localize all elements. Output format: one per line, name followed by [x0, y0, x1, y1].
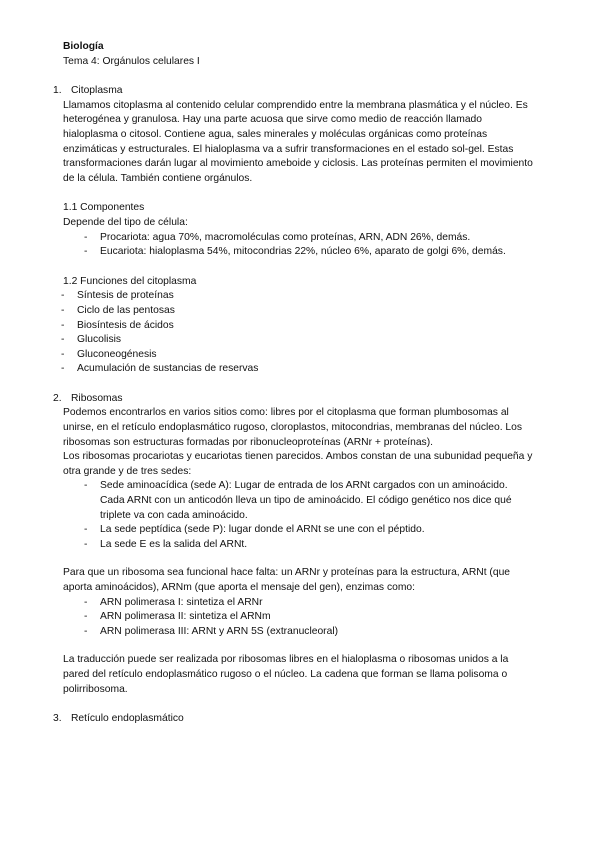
- list-item: [63, 362, 533, 377]
- dash-bullet: -: [61, 348, 65, 360]
- dash-bullet: -: [84, 246, 88, 258]
- list-item-text: Procariota: agua 70%, macromoléculas como proteínas, ARN, ADN 26%, demás.: [100, 231, 471, 243]
- list-item-text: La sede E es la salida del ARNt.: [100, 538, 248, 550]
- list-item: [63, 610, 533, 625]
- list-item: [63, 523, 533, 538]
- list-item-text: ARN polimerasa III: ARNt y ARN 5S (extranucleoral): [100, 625, 339, 637]
- list-item-text: Síntesis de proteínas: [77, 290, 174, 302]
- list-item-text: ARN polimerasa II: sintetiza el ARNm: [100, 611, 271, 623]
- section-heading: Citoplasma: [71, 85, 123, 97]
- list-item: [63, 289, 533, 304]
- list-item: [63, 596, 533, 611]
- dash-bullet: -: [84, 231, 88, 243]
- list-item: [63, 231, 533, 246]
- dash-bullet: -: [84, 611, 88, 623]
- document-page: [53, 40, 533, 727]
- list-item-text: Eucariota: hialoplasma 54%, mitocondrias 22%, núcleo 6%, aparato de golgi 6%, demás.: [100, 246, 506, 258]
- dash-bullet: -: [61, 304, 65, 316]
- subject-title: Biología: [63, 41, 104, 52]
- dash-bullet: -: [84, 625, 88, 637]
- list-item: [63, 304, 533, 319]
- citoplasma-paragraph: Llamamos citoplasma al contenido celular comprendido entre la membrana plasmática y el núcleo. Es heterogénea y granulosa. Hay una parte acuosa que sirve como medio de reacción llamado hialoplasma o citosol. Contiene agua, sales minerales y moléculas orgánicas como proteínas enzimáticas y estructurales. El hialoplasma va a sufrir transformaciones en el estado sol-gel. Estas transformaciones darán lugar al movimiento ameboide y ciclosis. Las proteínas permiten el movimiento de la célula. También contiene orgánulos.: [63, 99, 533, 184]
- list-item-text: Glucolisis: [77, 334, 122, 346]
- list-item-text: Biosíntesis de ácidos: [77, 319, 174, 331]
- topic-subtitle: Tema 4: Orgánulos celulares I: [63, 55, 200, 67]
- dash-bullet: -: [84, 538, 88, 550]
- list-item: [63, 348, 533, 363]
- ribosomas-paragraph-4: La traducción puede ser realizada por ribosomas libres en el hialoplasma o ribosomas unidos a la pared del retículo endoplasmático rugoso o el núcleo. La cadena que forman se llama polisoma o polirribosoma.: [63, 654, 509, 695]
- ribosomas-paragraph-2: Los ribosomas procariotas y eucariotas tienen parecidos. Ambos constan de una subunidad pequeña y otra grande y de tres sedes:: [63, 451, 533, 477]
- list-item-text: La sede peptídica (sede P): lugar donde el ARNt se une con el péptido.: [100, 524, 425, 536]
- section-heading: Retículo endoplasmático: [71, 713, 184, 725]
- ribosomas-paragraph-1: Podemos encontrarlos en varios sitios como: libres por el citoplasma que forman plumbosomas al unirse, en el retículo endoplasmático rugoso, cloroplastos, mitocondrias, membranas del núcleo. Los ribosomas son estructuras formadas por ribonucleoproteínas (ARNr + proteínas).: [63, 407, 523, 448]
- section-number: 1.: [53, 85, 62, 97]
- section-heading: Ribosomas: [71, 392, 123, 404]
- dash-bullet: -: [61, 319, 65, 331]
- ribosomas-paragraph-3: Para que un ribosoma sea funcional hace falta: un ARNr y proteínas para la estructura, ARNt (que aporta aminoácidos), ARNm (que aporta el mensaje del gen), enzimas como:: [63, 567, 511, 593]
- dash-bullet: -: [84, 596, 88, 608]
- list-item: [63, 479, 533, 523]
- list-item-text: Ciclo de las pentosas: [77, 304, 175, 316]
- list-item: [63, 245, 533, 260]
- componentes-intro: Depende del tipo de célula:: [63, 216, 188, 228]
- list-item: [63, 319, 533, 334]
- list-item: [63, 333, 533, 348]
- dash-bullet: -: [61, 334, 65, 346]
- section-citoplasma: [53, 84, 533, 99]
- dash-bullet: -: [84, 480, 88, 492]
- dash-bullet: -: [84, 524, 88, 536]
- dash-bullet: -: [61, 363, 65, 375]
- list-item: [63, 538, 533, 553]
- list-item-text: ARN polimerasa I: sintetiza el ARNr: [100, 596, 263, 608]
- dash-bullet: -: [61, 290, 65, 302]
- list-item: [63, 625, 533, 640]
- list-item-text: Gluconeogénesis: [77, 348, 157, 360]
- section-ribosomas: [53, 392, 533, 407]
- list-item-text: Acumulación de sustancias de reservas: [77, 363, 259, 375]
- section-reticulo: [53, 712, 533, 727]
- section-number: 2.: [53, 392, 62, 404]
- subsection-heading-componentes: 1.1 Componentes: [63, 202, 145, 214]
- subsection-heading-funciones: 1.2 Funciones del citoplasma: [63, 275, 197, 287]
- section-number: 3.: [53, 713, 62, 725]
- list-item-text: Sede aminoacídica (sede A): Lugar de entrada de los ARNt cargados con un aminoácido. Cada ARNt con un anticodón lleva un tipo de aminoácido. El código genético nos dice qué triplete va con cada aminoácido.: [100, 480, 512, 521]
